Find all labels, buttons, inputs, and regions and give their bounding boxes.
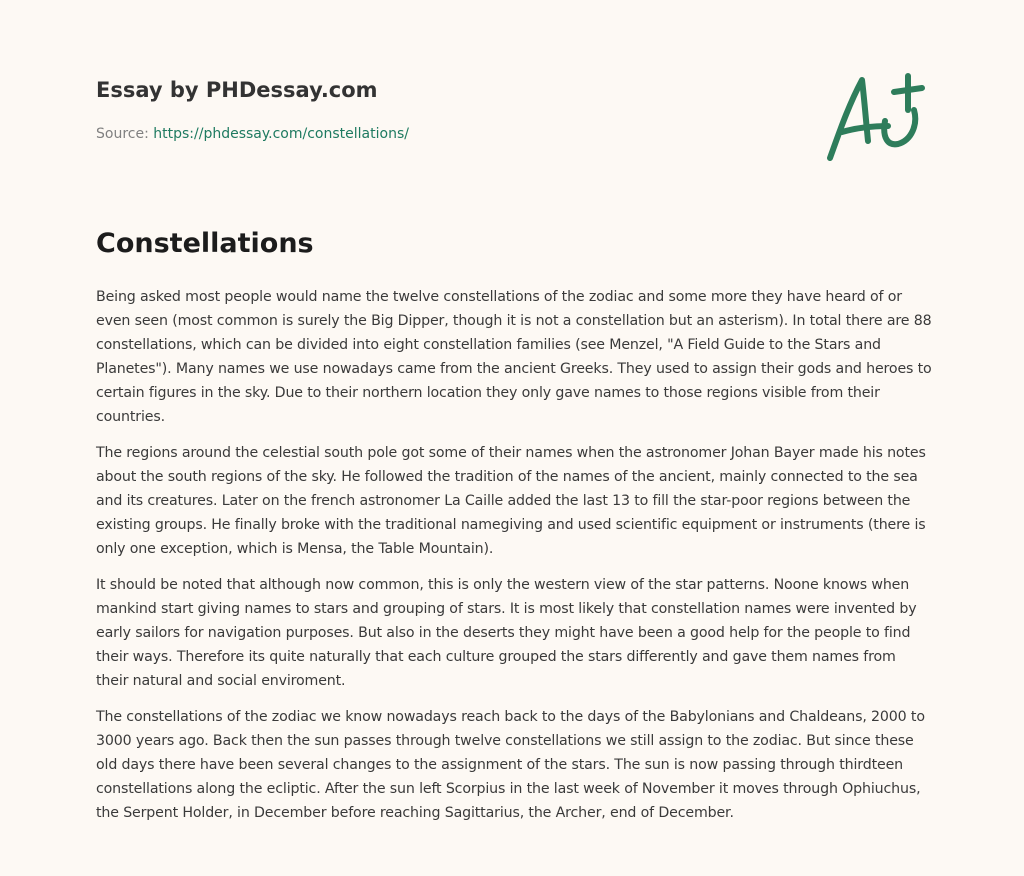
article-title: Constellations — [96, 228, 314, 259]
a-plus-grade-icon — [818, 66, 930, 166]
article-paragraph: The regions around the celestial south pole got some of their names when the astronomer Johan Bayer made his notes about the south regions of the sky. He followed the tradition of the names of the ancient, mainly connected to the sea and its creatures. Later on the french astronomer La Caille added the last 13 to fill the star-poor regions between the existing groups. He finally broke with the traditional namegiving and used scientific equipment or instruments (there is only one exception, which is Mensa, the Table Mountain). — [96, 445, 926, 557]
article-paragraph: Being asked most people would name the twelve constellations of the zodiac and some more they have heard of or even seen (most common is surely the Big Dipper, though it is not a constellation but an asterism). In total there are 88 constellations, which can be divided into eight constellation families (see Menzel, "A Field Guide to the Stars and Planetes"). Many names we use nowadays came from the ancient Greeks. They used to assign their gods and heroes to certain figures in the sky. Due to their northern location they only gave names to those regions visible from their countries. — [96, 289, 932, 425]
site-title: Essay by PHDessay.com — [96, 78, 378, 102]
source-line — [96, 124, 796, 144]
page-header — [96, 76, 796, 144]
article-paragraph: The constellations of the zodiac we know nowadays reach back to the days of the Babylonians and Chaldeans, 2000 to 3000 years ago. Back then the sun passes through twelve constellations we still assign to the zodiac. But since these old days there have been several changes to the assignment of the stars. The sun is now passing through thirdteen constellations along the ecliptic. After the sun left Scorpius in the last week of November it moves through Ophiuchus, the Serpent Holder, in December before reaching Sagittarius, the Archer, end of December. — [96, 709, 925, 821]
source-label: Source: — [96, 126, 149, 142]
article-paragraph: It should be noted that although now common, this is only the western view of the star patterns. Noone knows when mankind start giving names to stars and grouping of stars. It is most likely that constellation names were invented by early sailors for navigation purposes. But also in the deserts they might have been a good help for the people to find their ways. Therefore its quite naturally that each culture grouped the stars differently and gave them names from their natural and social enviroment. — [96, 577, 917, 689]
article — [96, 224, 932, 837]
source-link[interactable]: https://phdessay.com/constellations/ — [153, 126, 409, 142]
